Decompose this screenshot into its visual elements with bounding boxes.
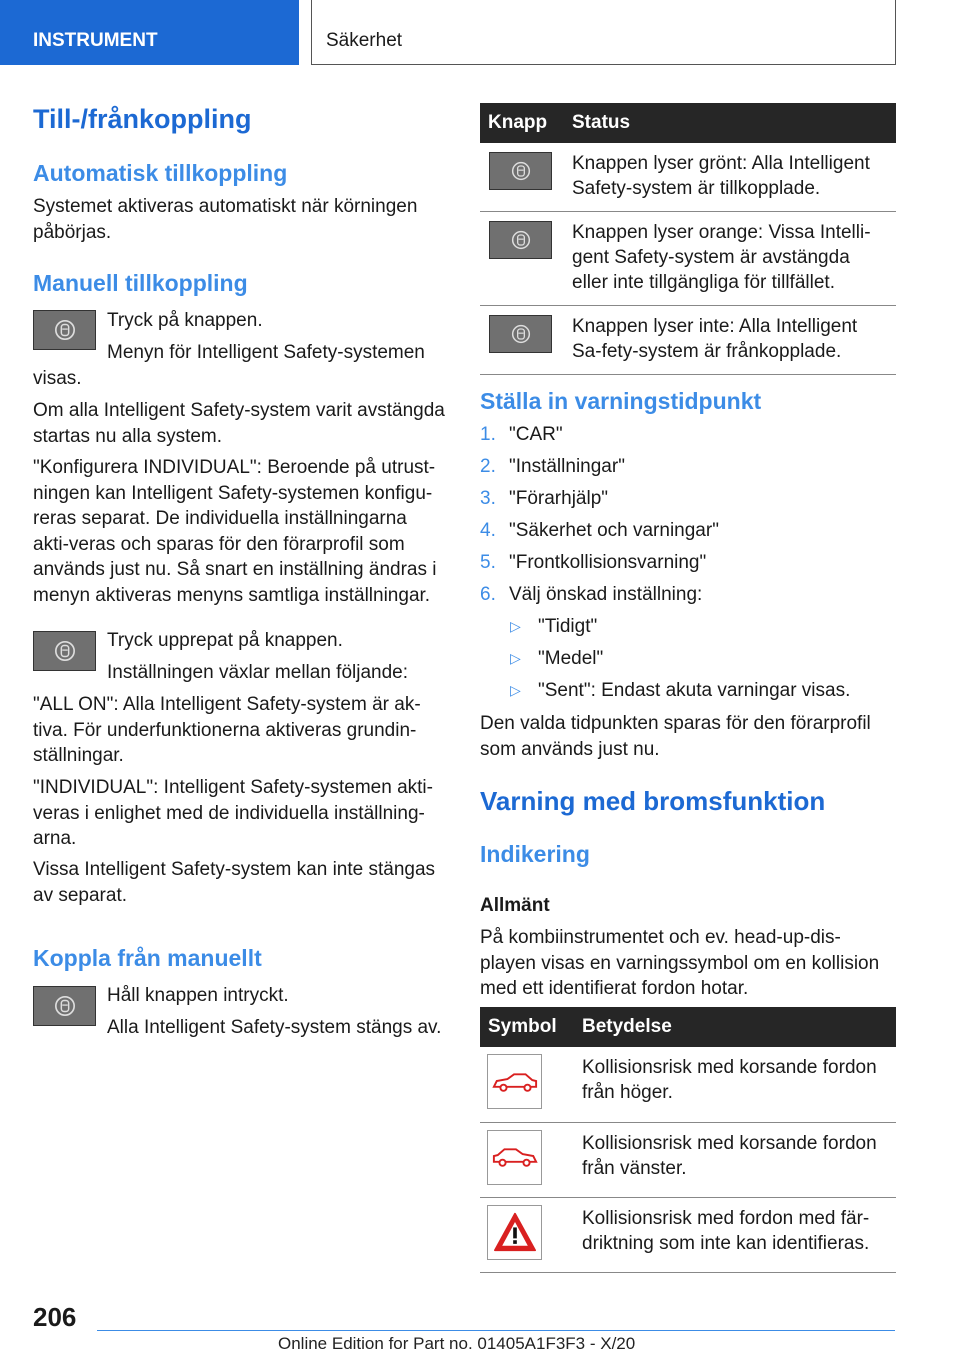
table-header: Knapp bbox=[480, 103, 564, 143]
repeat-toggle: Inställningen växlar mellan följande: bbox=[107, 662, 409, 683]
list-item bbox=[480, 584, 896, 616]
list-item bbox=[480, 424, 896, 456]
table-row bbox=[480, 1197, 896, 1272]
step-number: 3. bbox=[480, 488, 496, 509]
auto-text: Systemet aktiveras automatiskt när körningen påbörjas. bbox=[33, 196, 418, 243]
step-text: "Inställningar" bbox=[509, 456, 625, 477]
table-header: Betydelse bbox=[574, 1007, 896, 1047]
manual-config-text: "Konfigurera INDIVIDUAL": Beroende på utrust-ningen kan Intelligent Safety-systemen konfigu-reras separat. De individuella inställningarna akti-veras och sparas för den förarprofil som används just nu. Så snart en inställning ändras i menyn aktiveras menyns samtliga inställningar. bbox=[33, 457, 437, 606]
step-number: 4. bbox=[480, 520, 496, 541]
symbol-table bbox=[480, 1007, 896, 1273]
status-table bbox=[480, 103, 896, 375]
footer-edition: Online Edition for Part no. 01405A1F3F3 - X/20 bbox=[278, 1334, 636, 1353]
repeat-step: Tryck upprepat på knappen. bbox=[107, 630, 343, 651]
off-result: Alla Intelligent Safety-system stängs av. bbox=[107, 1017, 442, 1038]
safety-assist-icon bbox=[511, 230, 531, 250]
meaning-cell: Kollisionsrisk med korsande fordon från vänster. bbox=[574, 1122, 896, 1197]
step-number: 2. bbox=[480, 456, 496, 477]
step-text: "Frontkollisionsvarning" bbox=[509, 552, 707, 573]
manual-all-text: Om alla Intelligent Safety-system varit avstängda startas nu alla system. bbox=[33, 400, 445, 447]
safety-button-image bbox=[33, 986, 96, 1026]
safety-button-image bbox=[489, 315, 552, 353]
table-row bbox=[480, 306, 896, 375]
individual-text: "INDIVIDUAL": Intelligent Safety-systemen akti-veras i enlighet med de individuella inställning-arna. bbox=[33, 777, 433, 849]
safety-button-image bbox=[489, 152, 552, 190]
safety-assist-icon bbox=[54, 640, 76, 662]
warning-triangle-icon bbox=[487, 1205, 542, 1260]
manual-step: Tryck på knappen. bbox=[107, 310, 263, 331]
status-cell: Knappen lyser grönt: Alla Intelligent Safety-system är tillkopplade. bbox=[564, 143, 896, 212]
table-header: Status bbox=[564, 103, 896, 143]
list-item bbox=[480, 456, 896, 488]
off-title: Koppla från manuellt bbox=[33, 945, 262, 971]
step-text: "Förarhjälp" bbox=[509, 488, 609, 509]
brake-subtitle: Indikering bbox=[480, 841, 590, 867]
manual-menu: Menyn för Intelligent Safety-systemen visas. bbox=[33, 342, 425, 389]
header-section-tab bbox=[0, 0, 299, 65]
page-number: 206 bbox=[33, 1302, 77, 1332]
triangle-bullet-icon: ▷ bbox=[510, 650, 521, 666]
steps-list bbox=[480, 424, 896, 712]
car-right-icon bbox=[487, 1054, 542, 1109]
sub-list-item bbox=[480, 616, 896, 648]
cannot-off-text: Vissa Intelligent Safety-system kan inte stängas av separat. bbox=[33, 859, 436, 906]
list-item bbox=[480, 552, 896, 584]
header-chapter-tab bbox=[311, 0, 896, 65]
table-row bbox=[480, 212, 896, 306]
safety-assist-icon bbox=[54, 319, 76, 341]
step-number: 5. bbox=[480, 552, 496, 573]
safety-assist-icon bbox=[54, 995, 76, 1017]
auto-title: Automatisk tillkoppling bbox=[33, 160, 288, 186]
section-title: Till-/frånkoppling bbox=[33, 104, 252, 134]
step-number: 1. bbox=[480, 424, 496, 445]
table-header: Symbol bbox=[480, 1007, 574, 1047]
safety-assist-icon bbox=[511, 161, 531, 181]
brake-title: Varning med bromsfunktion bbox=[480, 786, 826, 816]
brake-text: På kombiinstrumentet och ev. head-up-dis-playen visas en varningssymbol om en kollision med ett identifierat fordon hotar. bbox=[480, 927, 880, 999]
step-text: "CAR" bbox=[509, 424, 563, 445]
step-text: Välj önskad inställning: bbox=[509, 584, 703, 605]
table-row bbox=[480, 1047, 896, 1122]
manual-title: Manuell tillkoppling bbox=[33, 270, 248, 296]
warning-time-title: Ställa in varningstidpunkt bbox=[480, 388, 762, 414]
status-cell: Knappen lyser inte: Alla Intelligent Sa-fety-system är frånkopplade. bbox=[564, 306, 896, 375]
general-heading: Allmänt bbox=[480, 895, 550, 916]
footer-divider bbox=[97, 1330, 895, 1331]
status-cell: Knappen lyser orange: Vissa Intelli-gent Safety-system är avstängda eller inte tillgängliga för tillfället. bbox=[564, 212, 896, 306]
safety-button-image bbox=[489, 221, 552, 259]
option-text: "Tidigt" bbox=[538, 616, 598, 637]
step-text: "Säkerhet och varningar" bbox=[509, 520, 719, 541]
option-text: "Sent": Endast akuta varningar visas. bbox=[538, 680, 851, 701]
header-chapter-label: Säkerhet bbox=[326, 30, 403, 51]
sub-list-item bbox=[480, 680, 896, 712]
header-section-label: INSTRUMENT bbox=[33, 30, 158, 51]
off-step: Håll knappen intryckt. bbox=[107, 985, 289, 1006]
car-left-icon bbox=[487, 1130, 542, 1185]
sub-list-item bbox=[480, 648, 896, 680]
triangle-bullet-icon: ▷ bbox=[510, 682, 521, 698]
safety-assist-icon bbox=[511, 324, 531, 344]
list-item bbox=[480, 520, 896, 552]
triangle-bullet-icon: ▷ bbox=[510, 618, 521, 634]
step-number: 6. bbox=[480, 584, 496, 605]
warning-time-note: Den valda tidpunkten sparas för den förarprofil som används just nu. bbox=[480, 713, 871, 760]
meaning-cell: Kollisionsrisk med fordon med fär-driktning som inte kan identifieras. bbox=[574, 1197, 896, 1272]
table-row bbox=[480, 1122, 896, 1197]
safety-button-image bbox=[33, 631, 96, 671]
option-text: "Medel" bbox=[538, 648, 604, 669]
list-item bbox=[480, 488, 896, 520]
table-row bbox=[480, 143, 896, 212]
meaning-cell: Kollisionsrisk med korsande fordon från höger. bbox=[574, 1047, 896, 1122]
all-on-text: "ALL ON": Alla Intelligent Safety-system är ak-tiva. För underfunktionerna aktiveras grundin-ställningar. bbox=[33, 694, 421, 766]
